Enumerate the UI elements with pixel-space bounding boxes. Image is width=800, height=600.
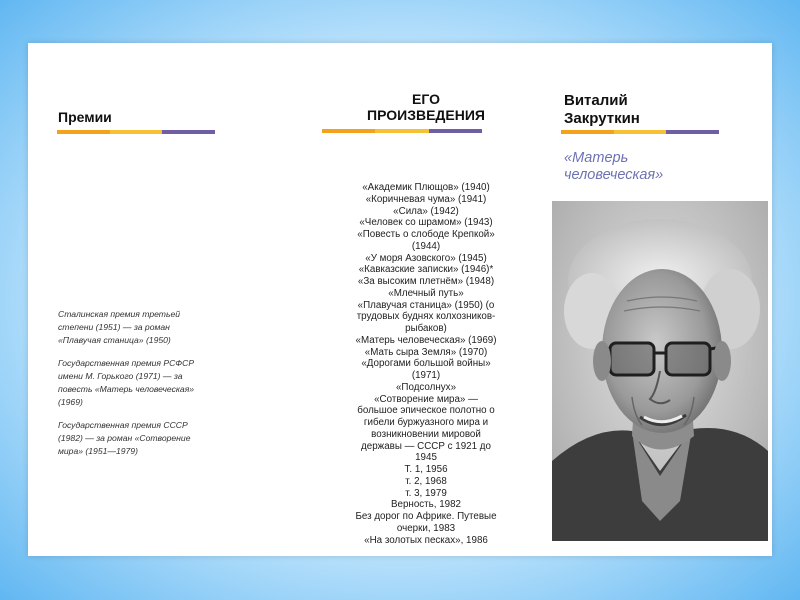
portrait-illustration bbox=[552, 201, 768, 541]
award-item bbox=[58, 308, 228, 347]
author-name bbox=[564, 92, 640, 128]
award-text: (1969) bbox=[58, 397, 83, 407]
award-text: Государственная премия РСФСР bbox=[58, 358, 195, 368]
works-list-item: Без дорог по Африке. Путевые bbox=[355, 511, 497, 522]
award-text: (1982) — за роман «Сотворение bbox=[58, 433, 191, 443]
award-item bbox=[58, 419, 228, 458]
works-list-item: «Академик Плющов» (1940) bbox=[362, 182, 490, 193]
author-name-line: Виталий bbox=[564, 92, 628, 109]
author-name-line: Закруткин bbox=[564, 110, 640, 127]
works-list-item: трудовых буднях колхозников- bbox=[356, 311, 496, 323]
works-list-item: «Повесть о слободе Крепкой» bbox=[357, 229, 495, 240]
award-text: «Плавучая станица» (1950) bbox=[58, 335, 171, 345]
works-list-item: «Кавказские записки» (1946)* bbox=[358, 264, 494, 276]
award-text: Государственная премия СССР bbox=[58, 420, 188, 430]
works-list-item: (1944) bbox=[411, 240, 441, 252]
awards-heading: Премии bbox=[58, 109, 112, 125]
works-list-item: большое эпическое полотно о bbox=[357, 405, 495, 417]
subtitle-line: человеческая» bbox=[564, 167, 664, 183]
works-heading bbox=[329, 91, 523, 123]
awards-heading-underline bbox=[57, 130, 215, 134]
works-list-item: гибели буржуазного мира и bbox=[363, 417, 489, 428]
award-text: Сталинская премия третьей bbox=[58, 309, 181, 319]
works-list-item: «За высоким плетнём» (1948) bbox=[357, 276, 495, 287]
slide bbox=[28, 43, 772, 556]
works-list-item: т. 3, 1979 bbox=[405, 487, 447, 499]
works-list-item: «У моря Азовского» (1945) bbox=[365, 252, 487, 264]
works-list-item: Т. 1, 1956 bbox=[404, 464, 448, 475]
works-list-item: Верность, 1982 bbox=[390, 499, 462, 511]
works-list-item: «Плавучая станица» (1950) (о bbox=[357, 299, 495, 311]
works-heading-line: ЕГО bbox=[412, 91, 440, 107]
award-text: повесть «Матерь человеческая» bbox=[58, 384, 195, 394]
works-list-item: очерки, 1983 bbox=[396, 522, 456, 534]
award-text: степени (1951) — за роман bbox=[58, 322, 170, 332]
works-list-item: рыбаков) bbox=[405, 323, 447, 334]
works-list-item: державы — СССР с 1921 до bbox=[361, 440, 491, 452]
award-item bbox=[58, 357, 228, 409]
works-heading-line: ПРОИЗВЕДЕНИЯ bbox=[367, 107, 485, 123]
subtitle-line: «Матерь bbox=[564, 150, 629, 166]
works-list-item: (1971) bbox=[411, 370, 441, 381]
author-heading-underline bbox=[561, 130, 719, 134]
works-list-item: «Подсолнух» bbox=[395, 381, 457, 393]
works-list-item: «Человек со шрамом» (1943) bbox=[359, 217, 493, 229]
award-text: имени М. Горького (1971) — за bbox=[58, 371, 183, 381]
awards-list bbox=[58, 308, 228, 468]
works-list-item: «Сотворение мира» — bbox=[374, 393, 478, 405]
works-list-item: возникновении мировой bbox=[371, 428, 481, 440]
works-list bbox=[337, 182, 515, 546]
works-list-item: «Сила» (1942) bbox=[393, 205, 459, 217]
works-list-item: 1945 bbox=[415, 452, 437, 464]
book-subtitle bbox=[564, 150, 734, 184]
works-list-item: «Млечный путь» bbox=[388, 287, 464, 299]
author-portrait-photo bbox=[552, 201, 768, 541]
works-list-item: «Дорогами большой войны» bbox=[361, 358, 491, 370]
works-list-item: «Мать сыра Земля» (1970) bbox=[364, 346, 488, 358]
works-list-item: «Коричневая чума» (1941) bbox=[365, 193, 487, 205]
works-list-item: «Матерь человеческая» (1969) bbox=[355, 334, 497, 346]
award-text: мира» (1951—1979) bbox=[58, 446, 138, 456]
works-heading-underline bbox=[322, 129, 482, 133]
works-list-item: «На золотых песках», 1986 bbox=[364, 534, 488, 546]
works-list-item: т. 2, 1968 bbox=[405, 475, 447, 487]
